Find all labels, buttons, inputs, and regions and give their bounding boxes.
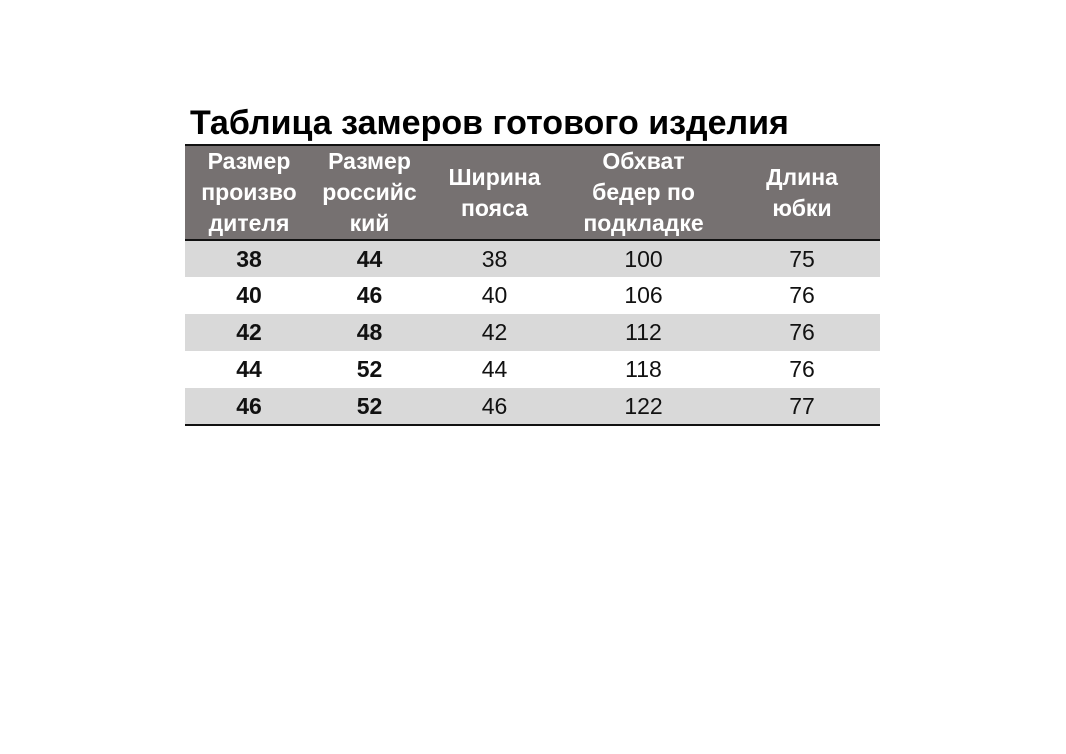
table-row [185,314,880,351]
table-row [185,351,880,388]
header-line: Размер [328,148,411,174]
skirt-length-cell: 76 [789,319,815,345]
header-line: произво [201,179,297,205]
page-title: Таблица замеров готового изделия [190,104,789,142]
manufacturer-size-cell: 42 [236,319,262,345]
header-line: юбки [772,194,832,221]
manufacturer-size-cell: 40 [236,282,262,308]
waist-width-cell: 46 [426,388,563,425]
hip-girth-cell: 118 [625,356,662,382]
header-line: дителя [208,210,290,236]
table-body [185,240,880,425]
hip-girth-cell: 122 [563,388,724,425]
header-line: Обхват [602,148,685,174]
header-waist-width [426,145,563,240]
header-line: бедер по [592,179,695,205]
header-hip-girth [563,145,724,240]
header-russian-size [313,145,426,240]
waist-width-cell: 42 [481,319,508,345]
header-line: Ширина [448,163,541,190]
header-line: Длина [766,163,838,190]
header-line: кий [349,210,390,236]
table-header [185,145,880,240]
waist-width-cell: 38 [481,245,508,272]
hip-girth-cell: 106 [624,282,663,308]
russian-size-cell: 52 [313,388,426,425]
waist-width-cell: 44 [481,356,508,382]
header-line: пояса [461,194,528,221]
header-line: подкладке [583,210,704,236]
manufacturer-size-cell: 38 [236,245,262,272]
russian-size-cell: 44 [356,245,383,272]
size-table [185,144,880,426]
header-row [185,145,880,240]
skirt-length-cell: 76 [789,282,815,308]
russian-size-cell: 48 [356,319,383,345]
table-row [185,240,880,277]
waist-width-cell: 40 [481,282,508,308]
header-skirt-length [724,145,880,240]
table-row [185,277,880,314]
table-row [185,388,880,425]
manufacturer-size-cell: 44 [236,356,262,382]
header-line: Размер [207,148,291,174]
header-line: российс [322,179,417,205]
manufacturer-size-cell: 46 [185,388,313,425]
hip-girth-cell: 100 [624,245,663,272]
skirt-length-cell: 77 [724,388,880,425]
skirt-length-cell: 75 [789,245,815,272]
russian-size-cell: 46 [356,282,383,308]
skirt-length-cell: 76 [789,356,815,382]
russian-size-cell: 52 [356,356,383,382]
header-manufacturer-size [185,145,313,240]
hip-girth-cell: 112 [625,319,662,345]
